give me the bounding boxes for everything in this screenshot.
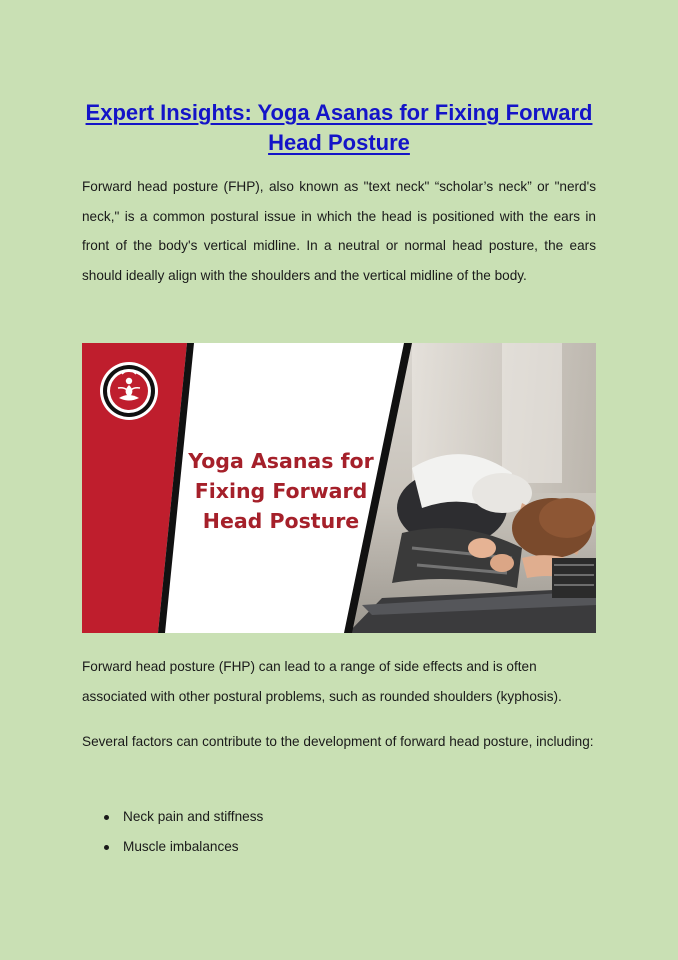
bullet-dot-icon xyxy=(104,845,109,850)
list-item xyxy=(82,803,596,833)
side-effects-paragraph: Forward head posture (FHP) can lead to a range of side effects and is often associated with other postural problems, such as rounded shoulders (kyphosis). xyxy=(82,659,562,704)
page-title-link[interactable]: Expert Insights: Yoga Asanas for Fixing Forward Head Posture xyxy=(85,100,593,155)
article-banner-image xyxy=(82,343,596,633)
factors-paragraph: Several factors can contribute to the development of forward head posture, including: xyxy=(82,734,594,749)
factors-list xyxy=(82,803,596,863)
list-item-text: Muscle imbalances xyxy=(123,839,239,854)
banner-heading xyxy=(166,446,396,536)
meditation-figure-icon xyxy=(100,362,158,420)
banner-line-1: Yoga Asanas for xyxy=(188,449,374,473)
list-item-text: Neck pain and stiffness xyxy=(123,809,264,824)
banner-line-3: Head Posture xyxy=(202,509,360,533)
intro-paragraph: Forward head posture (FHP), also known as "text neck" “scholar’s neck” or "nerd's neck," is a common postural issue in which the head is positioned with the ears in front of the body's vertical midline. In a neutral or normal head posture, the ears should ideally align with the shoulders and the vertical midline of the body. xyxy=(82,179,596,283)
bullet-dot-icon xyxy=(104,815,109,820)
list-item xyxy=(82,833,596,863)
banner-line-2: Fixing Forward xyxy=(194,479,368,503)
